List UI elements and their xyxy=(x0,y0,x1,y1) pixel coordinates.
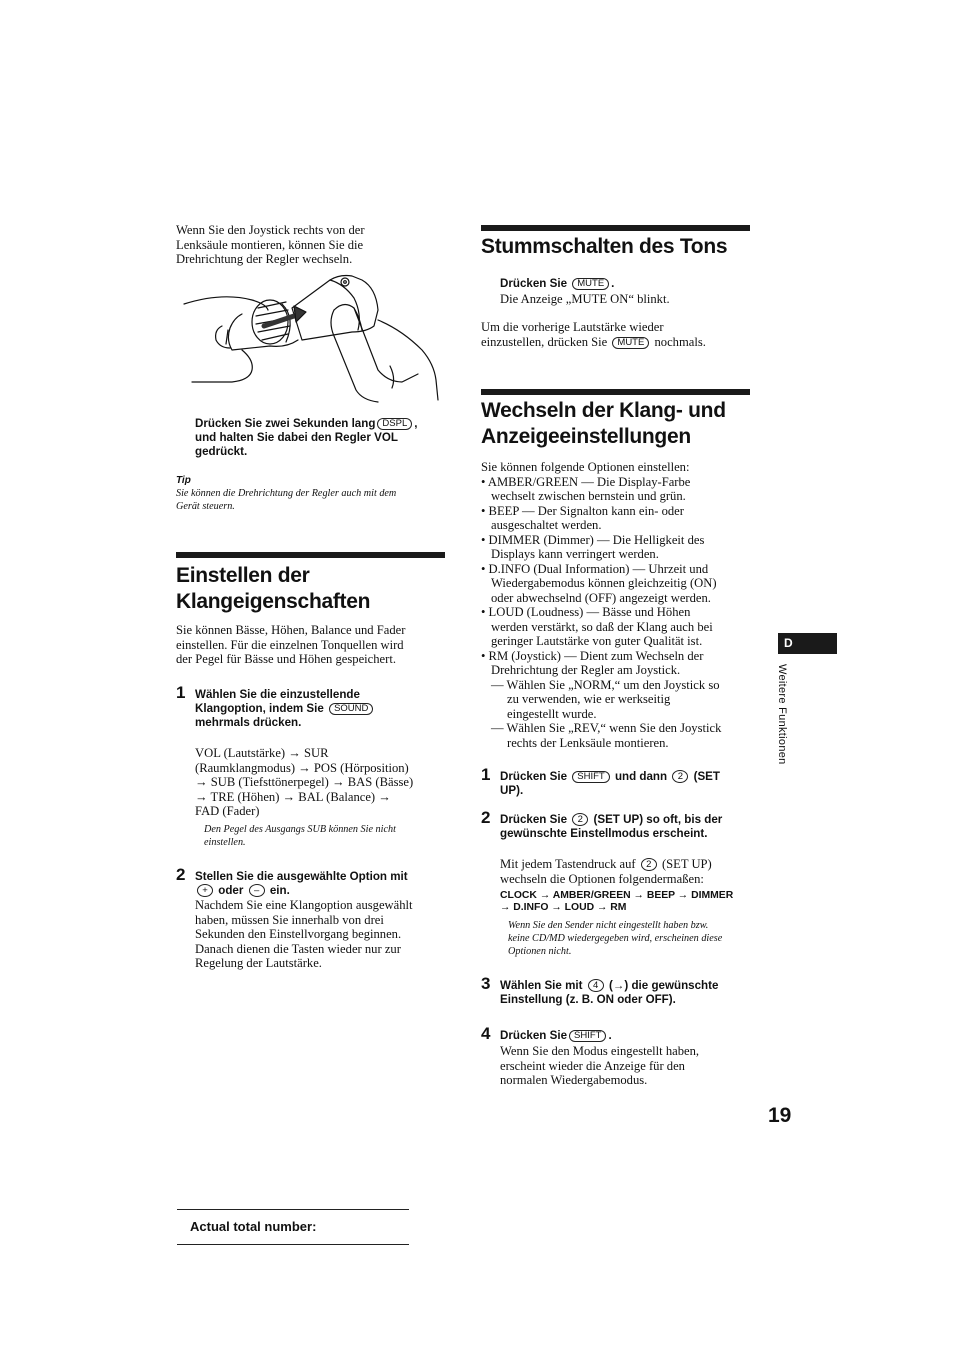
section-rule xyxy=(481,225,750,231)
key-2: 2 xyxy=(672,770,688,783)
step1-shift-instruction: Drücken Sie SHIFT und dann 2 (SET UP). xyxy=(500,770,720,797)
option-line: • LOUD (Loudness) — Bässe und Höhen xyxy=(481,605,691,619)
step-number: 3 xyxy=(481,974,491,993)
tip-text: Sie können die Drehrichtung der Regler auch mit dem Gerät steuern. xyxy=(176,488,397,512)
shift-key: SHIFT xyxy=(572,771,609,783)
step-number: 4 xyxy=(481,1024,491,1043)
dspl-instruction: Drücken Sie zwei Sekunden lang DSPL , und halten Sie dabei den Regler VOL gedrückt. xyxy=(195,417,418,458)
step3-select-instruction: Wählen Sie mit 4 (→) die gewünschte Einstellung (z. B. ON oder OFF). xyxy=(500,979,719,1006)
page-number: 19 xyxy=(768,1104,792,1127)
option-line: • DIMMER (Dimmer) — Die Helligkeit des xyxy=(481,532,705,547)
tip-box xyxy=(176,475,446,513)
option-line: oder abwechselnd (OFF) angezeigt werden. xyxy=(491,590,711,605)
mute-key: MUTE xyxy=(572,278,609,290)
section-heading-mute: Stummschalten des Tons xyxy=(481,235,728,258)
step4-shift-instruction: Drücken Sie SHIFT . xyxy=(500,1029,612,1042)
section-tab-label: Weitere Funktionen xyxy=(776,664,788,765)
step-number: 2 xyxy=(176,865,186,884)
step-number: 1 xyxy=(176,683,186,702)
section-heading-sound: Einstellen der Klangeigenschaften xyxy=(176,564,371,613)
joystick-hand-illustration xyxy=(182,270,444,405)
step2-setup-body: Mit jedem Tastendruck auf 2 (SET UP) wechseln die Optionen folgendermaßen: xyxy=(500,857,712,886)
option-line: geringer Lautstärke von guter Qualität ist. xyxy=(491,634,703,648)
sound-intro: Sie können Bässe, Höhen, Balance und Fader einstellen. Für die einzelnen Tonquellen wird der Pegel für Bässe und Höhen gespeichert. xyxy=(176,623,406,666)
step2-body: Nachdem Sie eine Klangoption ausgewählt haben, müssen Sie innerhalb von drei Sekunden den Einstellvorgang beginnen. Danach dienen die Tasten wieder nur zur Regelung der Lautstärke. xyxy=(195,898,413,970)
sound-key: SOUND xyxy=(329,703,373,715)
option-line: • BEEP — Der Signalton kann ein- oder xyxy=(481,503,684,518)
sound-option-sequence: VOL (Lautstärke) → SUR (Raumklangmodus) → POS (Hörposition) → SUB (Tiefsttönerpegel) → BAS (Bässe) → TRE (Höhen) → BAL (Balance) → FAD (Fader) xyxy=(195,746,414,818)
mute-instruction: Drücken Sie MUTE . xyxy=(500,277,615,290)
section-tab-d: D xyxy=(778,633,837,654)
mute-key: MUTE xyxy=(612,337,649,349)
step2-setup-instruction: Drücken Sie 2 (SET UP) so oft, bis der gewünschte Einstellmodus erscheint. xyxy=(500,813,723,840)
option-line: Displays kann verringert werden. xyxy=(491,547,659,561)
option-line: • D.INFO (Dual Information) — Uhrzeit und xyxy=(481,561,709,576)
dspl-key: DSPL xyxy=(377,418,412,430)
key-2: 2 xyxy=(572,813,588,826)
mute-display-text: Die Anzeige „MUTE ON“ blinkt. xyxy=(500,292,670,306)
step2-adjust-instruction: Stellen Sie die ausgewählte Option mit + oder – ein. xyxy=(195,870,408,897)
plus-key: + xyxy=(197,884,213,897)
section-rule xyxy=(481,389,750,395)
key-2: 2 xyxy=(641,858,657,871)
key-4: 4 xyxy=(588,979,604,992)
option-line: — Wählen Sie „REV,“ wenn Sie den Joystick xyxy=(491,721,722,735)
option-line: Drehrichtung der Regler am Joystick. xyxy=(491,663,681,677)
option-line: — Wählen Sie „NORM,“ um den Joystick so xyxy=(491,677,720,692)
actual-total-number-label: Actual total number: xyxy=(190,1219,317,1234)
option-line: • AMBER/GREEN — Die Display-Farbe xyxy=(481,474,691,489)
mute-restore-paragraph: Um die vorherige Lautstärke wieder einzustellen, drücken Sie MUTE nochmals. xyxy=(481,320,706,349)
option-line: rechts der Lenksäule montieren. xyxy=(507,735,669,750)
minus-key: – xyxy=(249,884,265,897)
tip-label: Tip xyxy=(176,475,191,486)
section-rule xyxy=(176,552,445,558)
option-line: zu verwenden, wie er werkseitig xyxy=(507,692,671,706)
section-heading-settings: Wechseln der Klang- und Anzeigeeinstellungen xyxy=(481,399,726,448)
settings-sequence: CLOCK → AMBER/GREEN → BEEP → DIMMER → D.INFO → LOUD → RM xyxy=(500,890,734,913)
step-number: 2 xyxy=(481,808,491,827)
step4-body: Wenn Sie den Modus eingestellt haben, erscheint wieder die Anzeige für den normalen Wiedergabemodus. xyxy=(500,1044,700,1087)
settings-note: Wenn Sie den Sender nicht eingestellt haben bzw. keine CD/MD wiedergegeben wird, erscheinen diese Optionen nicht. xyxy=(508,920,723,957)
intro-paragraph: Wenn Sie den Joystick rechts von der Lenksäule montieren, können Sie die Drehrichtung der Regler wechseln. xyxy=(176,223,365,266)
option-line: eingestellt wurde. xyxy=(507,706,597,721)
footer-rule-top xyxy=(177,1209,409,1210)
sub-note: Den Pegel des Ausgangs SUB können Sie nicht einstellen. xyxy=(204,824,396,848)
option-line: wechselt zwischen bernstein und grün. xyxy=(491,489,686,503)
options-bullets xyxy=(481,475,753,751)
option-line: werden verstärkt, so daß der Klang auch bei xyxy=(491,619,713,634)
options-list: Sie können folgende Optionen einstellen: • AMBER/GREEN — Die Display-Farbe wechselt zwischen bernstein und grün. • BEEP — Der Signalton kann ein- oder ausgeschaltet werden. • DIMMER (Dimmer) — Die Helligkeit des Displays kann verringert werden. • D.INFO (Dual Information) — Uhrzeit und Wiedergabemodus können gleichzeitig (ON) oder abwechselnd (OFF) angezeigt werden. • LOUD (Loudness) — Bässe und Höhen werden verstärkt, so daß der Klang auch bei geringer Lautstärke von guter Qualität ist. • RM (Joystick) — Dient zum Wechseln der Drehrichtung der Regler am Joystick. — Wählen Sie „NORM,“ um den Joystick so zu verwenden, wie er werkseitig eingestellt wurde. — Wählen Sie „REV,“ wenn Sie den Joystick rechts der Lenksäule montieren. xyxy=(481,460,753,750)
step1-sound-instruction: Wählen Sie die einzustellende Klangoption, indem Sie SOUND mehrmals drücken. xyxy=(195,688,445,730)
option-line: • RM (Joystick) — Dient zum Wechseln der xyxy=(481,648,704,663)
shift-key: SHIFT xyxy=(569,1030,606,1042)
option-line: Wiedergabemodus können gleichzeitig (ON) xyxy=(491,576,717,590)
footer-rule-bottom xyxy=(177,1244,409,1245)
step-number: 1 xyxy=(481,765,491,784)
option-line: ausgeschaltet werden. xyxy=(491,518,602,532)
